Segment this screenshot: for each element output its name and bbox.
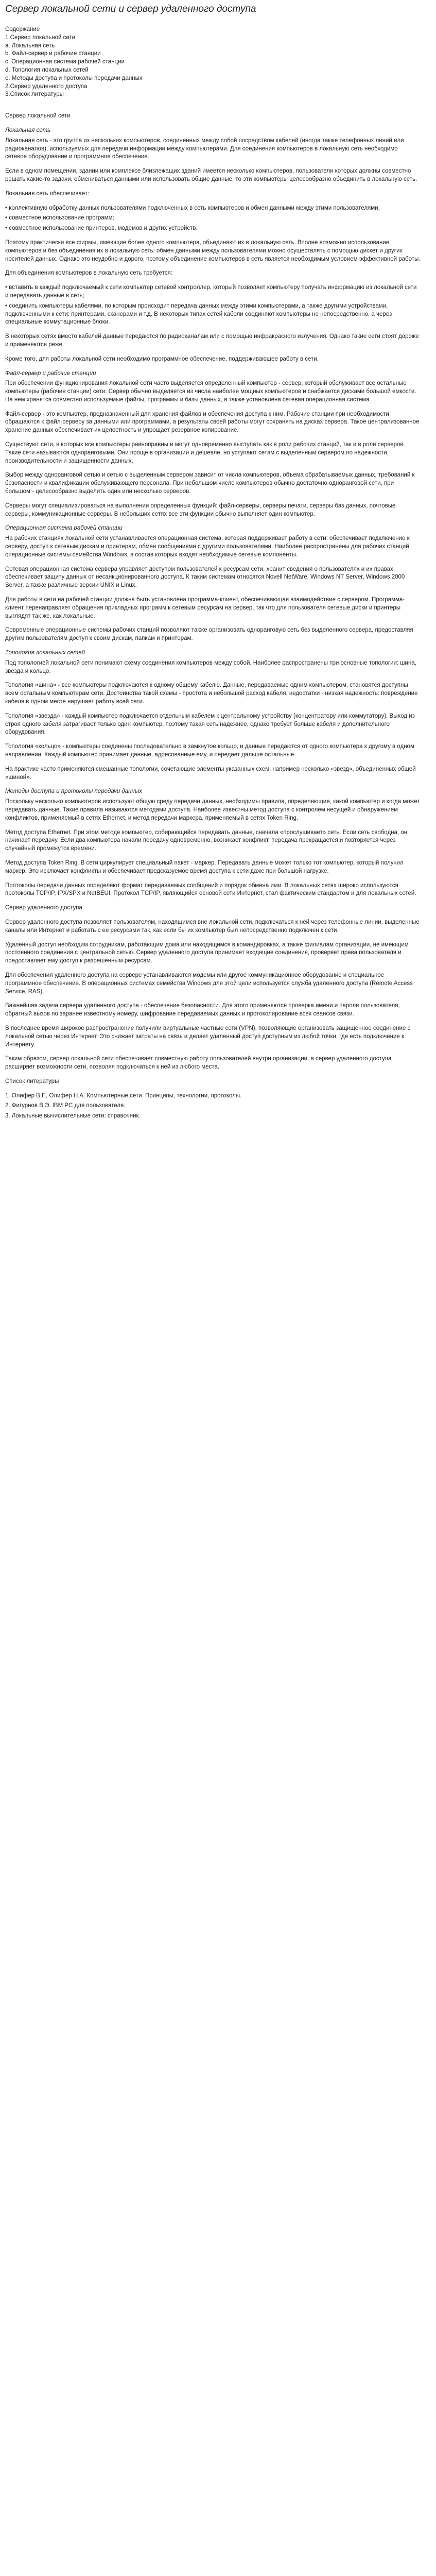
paragraph: Таким образом, сервер локальной сети обеспечивает совместную работу пользователей внутри организации, а сервер удаленного доступа расширяет возможности сети, позволяя подключаться к ней из любого места. xyxy=(5,1056,392,1071)
section xyxy=(5,904,421,1072)
subsection-title: Локальная сеть xyxy=(5,127,51,133)
paragraph: Сетевая операционная система сервера управляет доступом пользователей к ресурсам сети, хранит сведения о пользователях и их правах, обеспечивает защиту данных от несанкционированного доступа. К таким системам относятся Novell NetWare, Windows NT Server, Windows 2000 Server, а также различные версии UNIX и Linux. xyxy=(5,566,405,589)
list-item: • соединить компьютеры кабелями, по которым происходит передача данных между этими компьютерами, а также другими устройствами, подключенными к сети: принтерами, сканерами и т.д. В некоторых типах сетей кабели соединяют компьютеры не непосредственно, а через специальные коммутационные блоки. xyxy=(5,302,392,326)
toc-item[interactable]: 1.Сервер локальной сети xyxy=(5,34,76,41)
paragraph: Для объединения компьютеров в локальную сеть требуется: xyxy=(5,270,172,277)
list-item: • коллективную обработку данных пользователями подключенных в сеть компьютеров и обмен данными между этими пользователями; xyxy=(5,205,380,211)
paragraph: Локальная сеть - это группа из нескольких компьютеров, соединенных между собой посредством кабелей (иногда также телефонных линий или радиоканалов), используемых для передачи информации между компьютерами. Для соединения компьютеров в локальную сеть необходимо сетевое оборудование и программное обеспечение. xyxy=(5,137,404,160)
paragraph: Локальная сеть обеспечивает: xyxy=(5,190,90,197)
paragraph: На практике часто применяются смешанные топологии, сочетающие элементы указанных схем, например несколько «звезд», объединенных общей «шиной». xyxy=(5,766,416,781)
document-body xyxy=(5,112,421,1121)
toc-list xyxy=(5,34,421,99)
paragraph: Топология «кольцо» - компьютеры соединены последовательно в замкнутое кольцо, и данные передаются от одного компьютера к другому в одном направлении. Каждый компьютер принимает данные, адресованные ему, и передает дальше остальные. xyxy=(5,743,414,758)
paragraph: Топология «шина» - все компьютеры подключаются к одному общему кабелю. Данные, передаваемые одним компьютером, становятся доступны всем остальным компьютерам сети. Достоинства такой схемы - простота и небольшой расход кабеля, недостатки - низкая надежность: повреждение кабеля в одном месте нарушает работу всей сети. xyxy=(5,682,418,705)
paragraph: Важнейшая задача сервера удаленного доступа - обеспечение безопасности. Для этого применяются проверка имени и пароля пользователя, обратный вызов по заранее известному номеру, шифрование передаваемых данных и протоколирование всех сеансов связи. xyxy=(5,1003,400,1018)
paragraph: При обеспечении функционирования локальной сети часто выделяется определенный компьютер - сервер, который обслуживает все остальные компьютеры (рабочие станции) сети. Сервер обычно выделяется из числа наиболее мощных компьютеров и снабжается дисками большой емкости. На нем хранятся совместно используемые файлы, программы и базы данных, а также установлена сетевая операционная система. xyxy=(5,380,416,403)
subsection-title: Топология локальных сетей xyxy=(5,650,85,656)
bullet-list xyxy=(5,284,421,327)
paragraph: Современные операционные системы рабочих станций позволяют также организовать одноранговую сеть без выделенного сервера, предоставляя другим пользователям доступ к своим дискам, папкам и принтерам. xyxy=(5,627,413,642)
section xyxy=(5,1078,421,1121)
paragraph: Под топологией локальной сети понимают схему соединения компьютеров между собой. Наиболее распространены три основные топологии: шина, звезда и кольцо. xyxy=(5,659,416,674)
list-item: 3. Локальные вычислительные сети: справочник. xyxy=(5,1113,141,1120)
paragraph: Для работы в сети на рабочей станции должна быть установлена программа-клиент, обеспечивающая взаимодействие с сервером. Программа-клиент перенаправляет обращения прикладных программ к сетевым ресурсам на сервер, так что для пользователя сетевые диски и принтеры выглядят так же, как локальные. xyxy=(5,597,405,619)
paragraph: Существуют сети, в которых все компьютеры равноправны и могут одновременно выступать как в роли рабочих станций, так и в роли серверов. Такие сети называются одноранговыми. Они проще в организации и дешевле, но уступают сетям с выделенным сервером по надежности, производительности и защищенности данных. xyxy=(5,442,405,464)
toc-item[interactable]: а. Локальная сеть xyxy=(5,42,55,49)
paragraph: В некоторых сетях вместо кабелей данные передаются по радиоканалам или с помощью инфракрасного излучения. Однако такие сети стоят дороже и применяются реже. xyxy=(5,333,419,348)
paragraph: Файл-сервер - это компьютер, предназначенный для хранения файлов и обеспечения доступа к ним. Рабочие станции при необходимости обращаются к файл-серверу за данными или программами, а результаты своей работы могут сохранять на дисках сервера. Такое централизованное хранение данных обеспечивает их целостность и упрощает резервное копирование. xyxy=(5,411,420,434)
paragraph: Для обеспечения удаленного доступа на сервере устанавливаются модемы или другое коммуникационное оборудование и специальное программное обеспечение. В операционных системах семейства Windows для этой цели используется служба удаленного доступа (Remote Access Service, RAS). xyxy=(5,972,413,995)
list-item: • вставить в каждый подключаемый к сети компьютер сетевой контроллер, который позволяет компьютеру получать информацию из локальной сети и передавать данные в сеть; xyxy=(5,284,417,299)
paragraph: Выбор между одноранговой сетью и сетью с выделенным сервером зависит от числа компьютеров, объема обрабатываемых данных, требований к безопасности и квалификации обслуживающего персонала. При небольшом числе компьютеров обычно достаточно одноранговой сети, при большом - целесообразно выделить один или несколько серверов. xyxy=(5,472,415,495)
paragraph: На рабочих станциях локальной сети устанавливается операционная система, которая поддерживает работу в сети: обеспечивает подключение к серверу, доступ к сетевым дискам и принтерам, обмен сообщениями с другими пользователями. Наиболее распространены для рабочих станций операционные системы семейства Windows, в состав которых входят необходимые сетевые компоненты. xyxy=(5,535,410,558)
paragraph: Кроме того, для работы локальной сети необходимо программное обеспечение, поддерживающее работу в сети. xyxy=(5,355,319,362)
subsection-title: Операционная система рабочей станции xyxy=(5,525,123,532)
toc-item[interactable]: b. Файл-сервер и рабочие станции xyxy=(5,50,101,57)
list-item: 2. Фигурнов В.Э. IBM PC для пользователя. xyxy=(5,1103,126,1109)
contents-label: Содержание xyxy=(5,26,40,32)
paragraph: Поэтому практически все фирмы, имеющие более одного компьютера, объединяют их в локальную сеть. Вполне возможно использование компьютеров и без объединения их в локальную сеть: обмен данными между пользователями можно осуществлять с помощью дискет и других носителей данных. Однако это неудобно и дорого, поэтому объединение компьютеров в сеть является необходимым условием эффективной работы. xyxy=(5,239,421,262)
section-title: Список литературы xyxy=(5,1078,59,1084)
paragraph: В последнее время широкое распространение получили виртуальные частные сети (VPN), позволяющие организовать защищенное соединение с локальной сетью через Интернет. Это снижает затраты на связь и делает удаленный доступ доступным из любой точки, где есть подключение к Интернету. xyxy=(5,1025,411,1048)
section xyxy=(5,112,421,898)
toc-item[interactable]: e. Методы доступа и протоколы передачи данных xyxy=(5,75,143,81)
paragraph: Поскольку несколько компьютеров используют общую среду передачи данных, необходимы правила, определяющие, какой компьютер и когда может передавать данные. Такие правила называются методами доступа. Наиболее известны метод доступа с контролем несущей и обнаружением конфликтов, применяемый в сетях Ethernet, и метод передачи маркера, применяемый в сетях Token Ring. xyxy=(5,799,420,821)
paragraph: Серверы могут специализироваться на выполнении определенных функций: файл-серверы, серверы печати, серверы баз данных, почтовые серверы, коммуникационные серверы. В небольших сетях все эти функции обычно выполняет один компьютер. xyxy=(5,502,396,517)
toc-item[interactable]: c. Операционная система рабочей станции xyxy=(5,59,125,65)
document-title: Сервер локальной сети и сервер удаленного доступа xyxy=(5,4,256,14)
paragraph: Метод доступа Token Ring. В сети циркулирует специальный пакет - маркер. Передавать данные может только тот компьютер, который получил маркер. Это исключает конфликты и обеспечивает предсказуемое время доступа к сети даже при большой нагрузке. xyxy=(5,859,404,874)
subsection-title: Методы доступа и протоколы передачи данных xyxy=(5,788,143,795)
subsection-title: Файл-сервер и рабочие станции xyxy=(5,370,96,377)
bullet-list xyxy=(5,1092,421,1121)
paragraph: Метод доступа Ethernet. При этом методе компьютер, собирающийся передавать данные, сначала «прослушивает» сеть. Если сеть свободна, он начинает передачу. Если два компьютера начали передачу одновременно, возникает конфликт, передача прекращается и повторяется через случайный промежуток времени. xyxy=(5,829,408,852)
toc-item[interactable]: 3.Список литературы xyxy=(5,91,64,98)
section-title: Сервер удаленного доступа xyxy=(5,905,82,911)
list-item: • совместное использование программ; xyxy=(5,215,114,222)
paragraph: Сервер удаленного доступа позволяет пользователям, находящимся вне локальной сети, подключаться к ней через телефонные линии, выделенные каналы или Интернет и работать с ее ресурсами так, как если бы их компьютер был непосредственно подключен к сети. xyxy=(5,919,420,934)
paragraph: Удаленный доступ необходим сотрудникам, работающим дома или находящимся в командировках, а также филиалам организации, не имеющим постоянного соединения с центральной сетью. Сервер удаленного доступа принимает входящие соединения, проверяет права пользователя и предоставляет ему доступ к разрешенным ресурсам. xyxy=(5,941,409,964)
paragraph: Топология «звезда» - каждый компьютер подключается отдельным кабелем к центральному устройству (концентратору или коммутатору). Выход из строя одного кабеля затрагивает только один компьютер, поэтому такая сеть надежнее, однако требует больше кабеля и дополнительного оборудования. xyxy=(5,713,415,736)
paragraph: Если в одном помещении, здании или комплексе близлежащих зданий имеется несколько компьютеров, пользователи которых должны совместно решать какие-то задачи, обмениваться данными или использовать общие данные, то эти компьютеры целесообразно объединить в локальную сеть. xyxy=(5,168,417,182)
list-item: • совместное использование принтеров, модемов и других устройств. xyxy=(5,225,198,232)
paragraph: Протоколы передачи данных определяют формат передаваемых сообщений и порядок обмена ими. В локальных сетях широко используются протоколы TCP/IP, IPX/SPX и NetBEUI. Протокол TCP/IP, являющийся основой сети Интернет, стал фактическим стандартом и для локальных сетей. xyxy=(5,882,416,897)
section-title: Сервер локальной сети xyxy=(5,113,71,120)
toc-item[interactable]: d. Топология локальных сетей xyxy=(5,66,89,73)
bullet-list xyxy=(5,205,421,233)
toc-item[interactable]: 2.Сервер удаленного доступа xyxy=(5,83,88,90)
table-of-contents xyxy=(5,26,421,99)
list-item: 1. Олифер В.Г., Олифер Н.А. Компьютерные сети. Принципы, технологии, протоколы. xyxy=(5,1092,242,1099)
